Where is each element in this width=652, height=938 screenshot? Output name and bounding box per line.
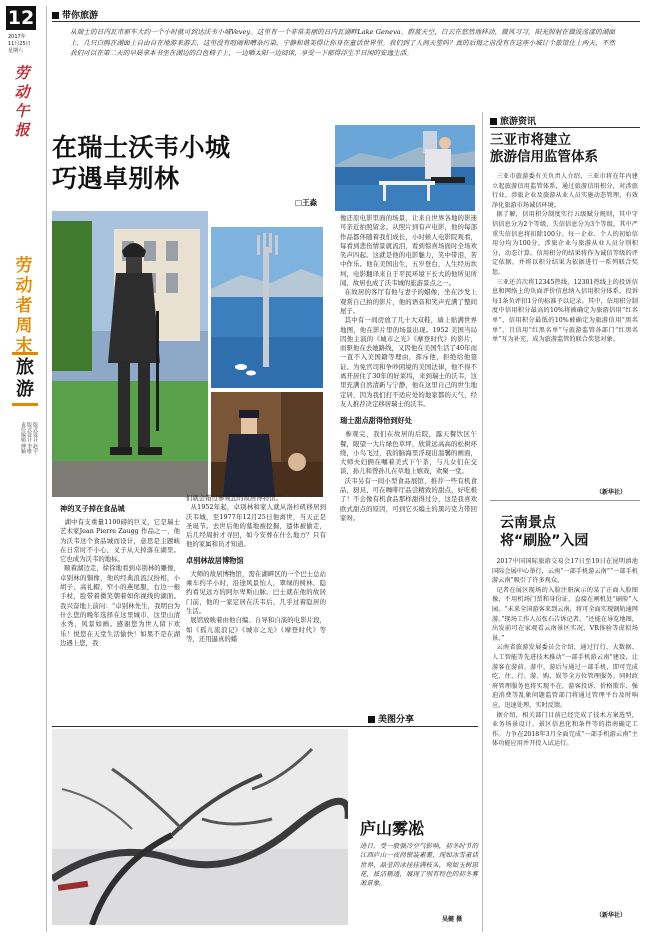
date-year: 2017年 — [8, 34, 26, 40]
fork-subhead: 神的叉子掉在食品城 — [60, 504, 125, 513]
date-weekday: 星期六 — [8, 48, 24, 54]
right-divider — [482, 112, 483, 932]
share-header-label: 美图分享 — [378, 715, 415, 725]
guide-header-label: 带你旅游 — [62, 11, 99, 21]
yunnan-body: 2017中国国际旅游交易会17日至19日在昆明滇池国际会展中心举行，云南“一部手机游云南”“一部手机游云南”吸引了许多观众。 记者在展区现场的入脸注册演示的某了正面入脸图像，不用机场门票和身份证，直接在闸机处“刷脸”入园。“未来全国游客来到云南，将可全面实现钢轨通网游。”现场工作人员张石告诉记者，“还能在导览地图，出发前可在家观看云南景区实况，VR体验等虚拟场景。” 云南省旅游发展委员会介绍，通过行行、大数据、人工智能等先进技术推动“一部手机游云南”建设，让游客在游前、游中、游后与通过一部手机，即可完成吃、住、行、游、购、娱等全方位管理服务。同时政府管理服务也将实现不在，游客投诉、价格欺诈、强迫消费等乱象问题监管部门将通过管理平台及时响应，迅速处理，实时反馈。 据介绍，相关部门目前已经完成了技术方案选型，业务场景设计，景区信息化和条件等的指南确定工作。力争在2018年3月全面完成“一部手机游云南”主体功能应用并开投入试运行。 — [492, 558, 638, 748]
fork-lake-photo — [211, 227, 323, 388]
sanya-credit: （新华社） — [596, 489, 627, 496]
museum-subhead: 卓别林故居博物馆 — [186, 555, 244, 565]
staff-credits: 版式设计 赵宇 版式设计 李维 责任编辑 傅颖 — [20, 422, 38, 454]
feature-col-1 — [60, 504, 180, 648]
newspaper-logo: 劳动午报 — [14, 64, 30, 139]
feature-col-3 — [340, 214, 477, 523]
issue-date — [8, 34, 38, 55]
side-banner-section: 旅游 — [12, 352, 38, 406]
col1-body: 湖中有支重量1100磅的巨叉，它是瑞士艺术家Jean Pierre Zaugg 作品之一，他为沃韦这个食品城而设计，意思是主题峡在日常时不小心，叉子从天掉落在湖里。它也成为沃韦的地标。 顺着湖边走，徐徐地看到卓别林的雕像，卓别林的铜像，他的经典浪流汉扮相，小胡子、高礼帽、窄小的燕尾服，右边一根手杖，脸带着微笑朝着如你视线的湖面。我兴奋地上前问：“卓别林先生，我明白为什么您的晚年选择在这里城市，这里山清水秀，风景如画。感谢您为世人留下欢乐！悦您在天堂生活愉快！如果不是在湖边遇上您，我 — [60, 518, 180, 647]
date-day: 11月25日 — [8, 41, 31, 47]
feature-headline — [52, 132, 327, 194]
wax-figure-photo — [211, 392, 323, 497]
sanya-title — [490, 132, 640, 166]
yunnan-title-line-2: 将“刷脸”入园 — [500, 533, 589, 549]
col3-body: 像还原电影里面的场景，让来自世界各地的影迷可亲近拍照留念。从照片到有声电影，他的每部作品都伴随着我们成长，小时候人电影院观看，每看到悲伤情景就流泪，看到惊喜场面时全场欢笑声四起。这就是他的电影魅力，笑中带泪，苦中作乐。他在美国出生，五岁登台，人生经历坎坷，电影翻译来自于平民环境下长大的他所见所闻，故居也成了沃韦城的旅游景点之一。 在故居的客厅有他与妻子的蜡像，坐在沙发上观赏自己拍的影片，他的语音和笑声充满了整间屋子。 其中有一间房放了几十大双鞋，墙上贴满世界地图，他在影片里的场景出现。1952 美国当局因他主演的《城市之光》《摩登时代》的影片，而驱他在去她路线，又因他在美国生活了40年而一直不入美国籍等理由，挥斥他，拒绝给他签证。为免官司和争吵困境的美国法律，他不得不离开居住了30年的好莱坞，来到瑞士的沃韦，这里充满自然清新与宁静，他在这里自己的世生地定居，因为我们打不适应处的地家都的天气，经友人推荐决定移居瑞士的沃韦。 — [340, 214, 477, 408]
lake-bench-photo — [335, 125, 475, 211]
yunnan-title-line-1: 云南景点 — [500, 515, 556, 531]
share-header-rule — [52, 726, 478, 727]
news-header-label: 旅游资讯 — [500, 117, 537, 127]
guide-intro: 从瑞士的日内瓦市驱车大约一个小时就可到达沃韦小城Vevey。这里有一个非常美丽的日内瓦湖畔Lake Geneva。蔚蓝天空，白云在悠然地移动，微风习习，阳光照射在微波荡漾的湖面上，几只白鸥在湖面上自由自在地游来游去，这里没有喧闹和嘈杂污染，宁静和谐美得让你身在童话世界里。我们到了人间天堂吗？真的后悔之前没有在这座小城订个旅馆住上两天，不然我们可以在第二天的早晨拿本书坐在湖边的白色椅子上，一边晒太阳一边阅读，享受一下郁得浮生半日闲的安逸生活。 — [70, 28, 615, 57]
col2-body-2: 大师的故居博物馆，需在湖畔区的一个巴士总站乘车约半小时，沿途风景怡人，翠绿的树林，隐约看见远方的阿尔卑斯山脉。巴士就在他的故居门前，他的一家定居在沃韦后，几乎过着隐居的生活。 展馆放映着由他自编、自导和自演的电影片段，如《孤儿流浪记》《城市之光》《摩登时代》等等，还用逼真的蜡 — [186, 569, 326, 643]
col3-body-2: 参观完，我们在故居的后院，露天餐饮区午餐，眼望一大片绿色草坪，欣赏远高高的松树环绕，小鸟飞过，我的脑海里浮现出温馨的画面，大师夫妇俩在嘱着美式下午茶，与儿女们在交谈，孙儿和曾孙儿在草地上嬉戏，欢聚一堂。 沃韦另有一间小型食品展馆，推荐一些有机食品，厨具、可在咖啡厅品尝精致的甜点，好吃极了！不会像有机食品那样甜得过分，这是我喜欢欧式甜点的原因，可到它买编土的黑巧克力带回家呀。 — [340, 430, 477, 522]
share-caption: 进日，受一股强冷空气影响，初冬时节的江西庐山一夜间银装素裹，现如冰雪童话世界，晶莹的冰挂挂满枝头，宛如玉树琼花，炫洁剔透，展现了别有特色的初冬雾凇景象。 — [360, 842, 478, 888]
share-title: 庐山雾凇 — [360, 819, 425, 838]
guide-section-header — [52, 8, 98, 21]
yunnan-title — [500, 514, 640, 550]
dessert-subhead: 瑞士甜点甜得恰到好处 — [340, 416, 412, 426]
headline-line-2: 巧遇卓别林 — [52, 164, 180, 193]
sanya-title-line-2: 旅游信用监管体系 — [490, 149, 598, 165]
share-photo-credit: 吴健 摄 — [442, 916, 463, 923]
headline-line-1: 在瑞士沃韦小城 — [52, 133, 231, 162]
news-section-header — [490, 114, 536, 127]
lushan-rime-photo — [52, 729, 348, 925]
col2-body: 们就会错过参观您的故居博物馆。” 从1952年起，卓别林和家人就从洛杉矶移居到沃韦城，至1977年12月25日他离世，当天正是圣诞节。去世后他的墓地被挖掘，遗体被偷走，后几经周折才寻回，如今安葬在什么地方？只有他的家属和员才知道。 — [186, 494, 326, 549]
news-header-rule — [490, 127, 640, 128]
yunnan-credit: （新华社） — [596, 912, 627, 919]
left-divider — [46, 6, 47, 932]
sanya-body: 三亚市旅游委有关负责人介绍，三亚市将在年内建立起旅游信用监管体系，通过旅游信用积分，对涉旅行业、涉旅企业及旅游从业人员实施动态管理，有效净化旅游市场诚信环境。 据了解，信用积分制度实行五级赋分规则，其中守信信息分为2个等级，失信信息分为3个等级，其中严重失信信息将扣除100分。每一企业、个人的初始信用分均为100分，涉旅企业与旅游从业人员分别积分，动态计算。信用积分的结果将作为诚信等级的评定依据，并将以积分结果为依据进行一系列联合奖惩。 三亚还首次将12345热线、12301热线上的投诉信息和网络上的负面评价信息纳入信用积分体系，投诉每1条负评扣1分的标准予以记录。其中，信用积分制度中信用积分最高的10%将被确定为旅游信用“红名单”，信用积分最低的10%被确定为旅游信用“黑名单”，且信用“红黑名单”与旅游监管各部门“红黑名单”互为补充，成为旅游监管的联合奖惩对象。 — [492, 173, 638, 344]
news-mid-rule — [490, 500, 640, 501]
chaplin-statue-photo — [52, 211, 208, 497]
side-banner-title: 劳动者周末 — [15, 256, 33, 356]
feature-col-2 — [186, 494, 326, 644]
share-section-header — [368, 712, 414, 725]
sanya-title-line-1: 三亚市将建立 — [490, 132, 571, 148]
page-number-box: 12 — [7, 7, 35, 29]
feature-author: □王淼 — [295, 198, 318, 207]
guide-header-rule — [52, 21, 640, 22]
